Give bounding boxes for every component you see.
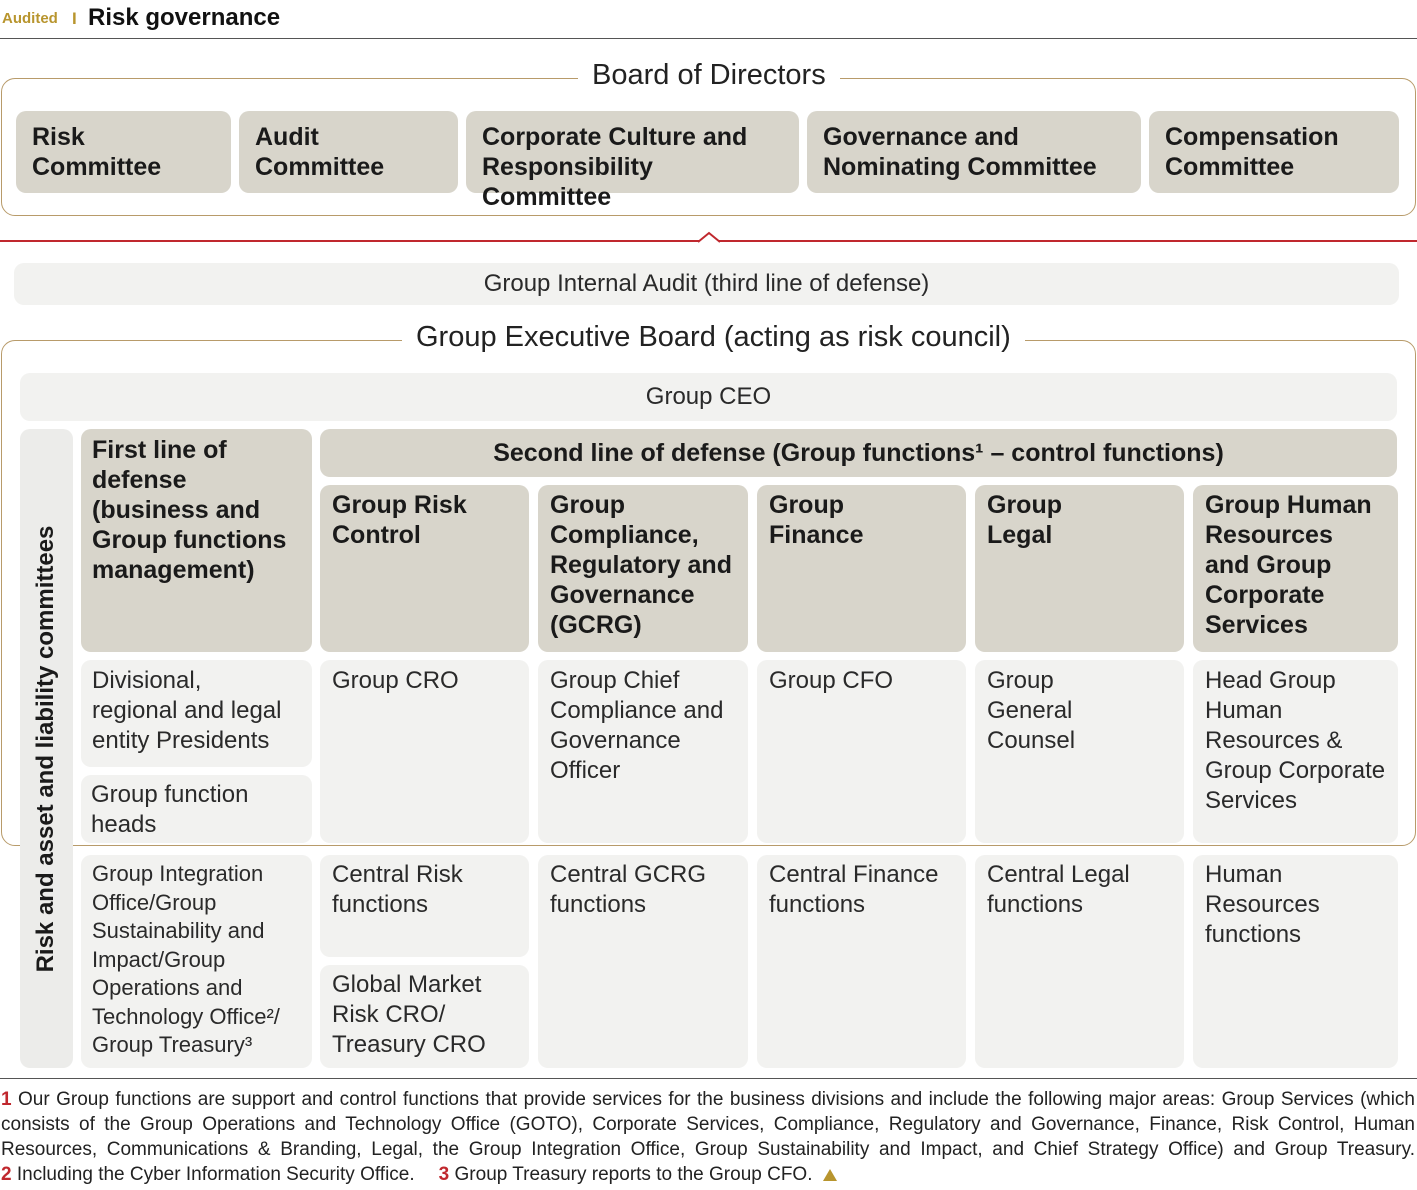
group-general-counsel: Group General Counsel bbox=[975, 660, 1184, 843]
first-line-heading: First line of defense (business and Group functions management) bbox=[81, 429, 312, 652]
risk-committees-label: Risk and asset and liability committees bbox=[32, 525, 59, 973]
group-risk-control: Group Risk Control bbox=[320, 485, 529, 652]
footnote-1-line2: consists of the Group Operations and Technology Office (GOTO), Corporate Services, Compliance, Regulatory and Governance, Finance, Risk Control, Human bbox=[1, 1114, 1415, 1135]
committee-corporate-culture: Corporate Culture and Responsibility Committee bbox=[466, 111, 799, 193]
group-finance: Group Finance bbox=[757, 485, 966, 652]
footnote-2-3: 2 Including the Cyber Information Security Office. 3 Group Treasury reports to the Group CFO. bbox=[1, 1162, 1415, 1187]
committee-governance-nominating: Governance and Nominating Committee bbox=[807, 111, 1141, 193]
group-human-resources: Group Human Resources and Group Corporate Services bbox=[1193, 485, 1398, 652]
committee-compensation: Compensation Committee bbox=[1149, 111, 1399, 193]
page-title: Risk governance bbox=[88, 4, 281, 31]
divider-notch-icon bbox=[698, 231, 720, 243]
central-risk-functions: Central Risk functions bbox=[320, 855, 529, 957]
group-legal: Group Legal bbox=[975, 485, 1184, 652]
divisional-presidents: Divisional, regional and legal entity Presidents bbox=[81, 660, 312, 767]
group-internal-audit: Group Internal Audit (third line of defense) bbox=[14, 263, 1399, 305]
head-group-human-resources: Head Group Human Resources & Group Corporate Services bbox=[1193, 660, 1398, 843]
risk-committees-sidebar bbox=[20, 429, 73, 1068]
audited-end-marker-icon bbox=[823, 1169, 837, 1181]
header-separator: I bbox=[72, 9, 77, 28]
committee-risk: Risk Committee bbox=[16, 111, 231, 193]
central-finance-functions: Central Finance functions bbox=[757, 855, 966, 1068]
footnote-1-line1: 1 Our Group functions are support and control functions that provide services for the business divisions and include the following major areas: Group Services (which bbox=[1, 1089, 1415, 1110]
central-gcrg-functions: Central GCRG functions bbox=[538, 855, 748, 1068]
global-market-risk-cro: Global Market Risk CRO/ Treasury CRO bbox=[320, 965, 529, 1068]
board-title: Board of Directors bbox=[578, 59, 840, 92]
group-ceo: Group CEO bbox=[20, 373, 1397, 421]
group-compliance-gcrg: Group Compliance, Regulatory and Governance (GCRG) bbox=[538, 485, 748, 652]
second-line-heading: Second line of defense (Group functions¹ – control functions) bbox=[320, 429, 1397, 477]
footnote-divider bbox=[0, 1078, 1417, 1079]
header-divider bbox=[0, 38, 1417, 39]
footnotes bbox=[1, 1087, 1415, 1187]
committee-audit: Audit Committee bbox=[239, 111, 458, 193]
human-resources-functions: Human Resources functions bbox=[1193, 855, 1398, 1068]
group-cfo: Group CFO bbox=[757, 660, 966, 843]
audited-tag: Audited bbox=[2, 10, 58, 27]
group-cro: Group CRO bbox=[320, 660, 529, 843]
group-integration-office: Group Integration Office/Group Sustainability and Impact/Group Operations and Technology Office²/ Group Treasury³ bbox=[81, 855, 312, 1068]
group-chief-compliance-officer: Group Chief Compliance and Governance Officer bbox=[538, 660, 748, 843]
group-function-heads: Group function heads bbox=[81, 775, 312, 843]
central-legal-functions: Central Legal functions bbox=[975, 855, 1184, 1068]
footnote-1-line3: Resources, Communications & Branding, Legal, the Group Integration Office, Group Sustainability and Impact, and Chief Strategy Office) and Group Treasury. bbox=[1, 1139, 1415, 1160]
executive-board-title: Group Executive Board (acting as risk council) bbox=[402, 321, 1025, 354]
